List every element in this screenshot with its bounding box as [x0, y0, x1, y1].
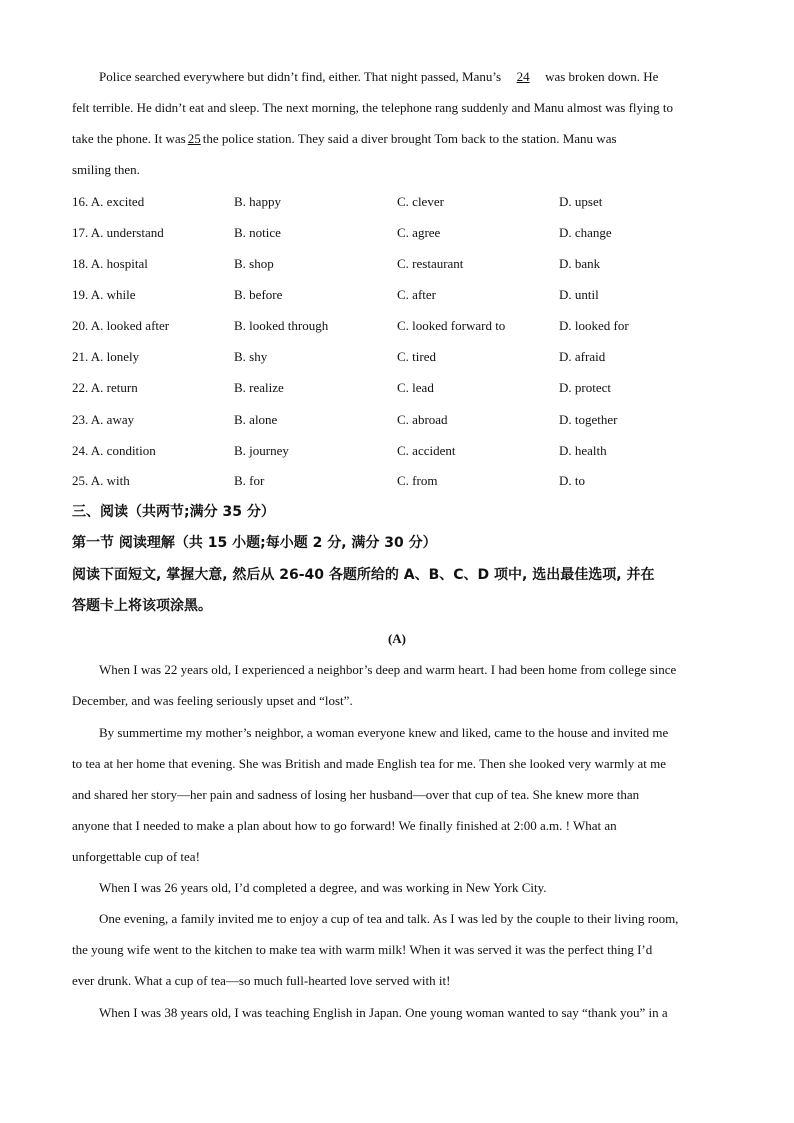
option-d: D. upset: [559, 194, 603, 209]
option-d: D. afraid: [559, 349, 606, 364]
option-c: C. restaurant: [397, 256, 464, 271]
option-d: D. health: [559, 443, 607, 458]
passage-line: When I was 26 years old, I’d completed a degree, and was working in New York City.: [99, 880, 547, 895]
option-d: D. together: [559, 412, 618, 427]
option-row: [72, 287, 732, 303]
instructions-line: 阅读下面短文, 掌握大意, 然后从 26-40 各题所给的 A、B、C、D 项中, 选出最佳选项, 并在: [72, 567, 655, 583]
option-c: C. from: [397, 473, 438, 488]
option-a: 19. A. while: [72, 287, 136, 302]
option-b: B. realize: [234, 380, 284, 395]
option-a: 24. A. condition: [72, 443, 156, 458]
option-d: D. until: [559, 287, 599, 302]
passage-label: (A): [387, 631, 407, 646]
option-a: 17. A. understand: [72, 225, 164, 240]
option-a: 22. A. return: [72, 380, 138, 395]
option-a: 23. A. away: [72, 412, 135, 427]
option-d: D. to: [559, 473, 585, 488]
blank-24: 24: [516, 69, 530, 84]
option-a: 20. A. looked after: [72, 318, 170, 333]
passage-line: to tea at her home that evening. She was British and made English tea for me. Then she looked very warmly at me: [72, 756, 666, 771]
passage-text: Police searched everywhere but didn’t find, either. That night passed, Manu’s: [99, 69, 502, 84]
passage-line: anyone that I needed to make a plan about how to go forward! We finally finished at 2:00 a.m. ! What an: [72, 818, 617, 833]
passage-line: One evening, a family invited me to enjoy a cup of tea and talk. As I was led by the couple to their living room,: [99, 911, 679, 926]
passage-line: smiling then.: [72, 162, 140, 177]
passage-line: When I was 38 years old, I was teaching English in Japan. One young woman wanted to say “thank you” in a: [99, 1005, 668, 1020]
option-c: C. looked forward to: [397, 318, 506, 333]
option-row: [72, 473, 732, 489]
option-c: C. abroad: [397, 412, 448, 427]
passage-line: felt terrible. He didn’t eat and sleep. The next morning, the telephone rang suddenly and Manu almost was flying to: [72, 100, 673, 115]
option-b: B. notice: [234, 225, 281, 240]
option-a: 18. A. hospital: [72, 256, 148, 271]
passage-line: When I was 22 years old, I experienced a neighbor’s deep and warm heart. I had been home from college since: [99, 662, 677, 677]
option-row: [72, 443, 732, 459]
passage-line: By summertime my mother’s neighbor, a woman everyone knew and liked, came to the house and invited me: [99, 725, 669, 740]
option-row: [72, 380, 732, 396]
option-c: C. agree: [397, 225, 441, 240]
section-title: 三、阅读（共两节;满分 35 分）: [72, 504, 275, 520]
option-c: C. lead: [397, 380, 434, 395]
passage-line: unforgettable cup of tea!: [72, 849, 200, 864]
passage-line: the young wife went to the kitchen to make tea with warm milk! When it was served it was the perfect thing I’d: [72, 942, 653, 957]
passage-line: [72, 131, 617, 147]
option-b: B. happy: [234, 194, 281, 209]
option-b: B. journey: [234, 443, 289, 458]
option-d: D. bank: [559, 256, 601, 271]
passage-line: [99, 69, 658, 85]
option-c: C. after: [397, 287, 436, 302]
option-c: C. accident: [397, 443, 456, 458]
part-title: 第一节 阅读理解（共 15 小题;每小题 2 分, 满分 30 分）: [72, 535, 437, 551]
option-b: B. shop: [234, 256, 274, 271]
option-b: B. alone: [234, 412, 278, 427]
passage-line: ever drunk. What a cup of tea—so much full-hearted love served with it!: [72, 973, 451, 988]
instructions-line: 答题卡上将该项涂黑。: [72, 598, 212, 614]
option-row: [72, 256, 732, 272]
option-b: B. shy: [234, 349, 268, 364]
passage-text: take the phone. It was: [72, 131, 186, 146]
option-d: D. change: [559, 225, 612, 240]
passage-line: December, and was feeling seriously upset and “lost”.: [72, 693, 353, 708]
passage-line: and shared her story—her pain and sadness of losing her husband—over that cup of tea. She knew more than: [72, 787, 640, 802]
option-b: B. looked through: [234, 318, 329, 333]
option-a: 16. A. excited: [72, 194, 145, 209]
option-c: C. clever: [397, 194, 444, 209]
blank-25: 25: [187, 131, 201, 146]
passage-text: the police station. They said a diver brought Tom back to the station. Manu was: [202, 131, 617, 146]
option-b: B. for: [234, 473, 265, 488]
option-b: B. before: [234, 287, 283, 302]
option-d: D. protect: [559, 380, 611, 395]
option-a: 21. A. lonely: [72, 349, 140, 364]
option-c: C. tired: [397, 349, 436, 364]
option-row: [72, 225, 732, 241]
option-d: D. looked for: [559, 318, 629, 333]
option-a: 25. A. with: [72, 473, 130, 488]
option-row: [72, 349, 732, 365]
option-row: [72, 412, 732, 428]
passage-text: was broken down. He: [545, 69, 659, 84]
option-row: [72, 194, 732, 210]
option-row: [72, 318, 732, 334]
